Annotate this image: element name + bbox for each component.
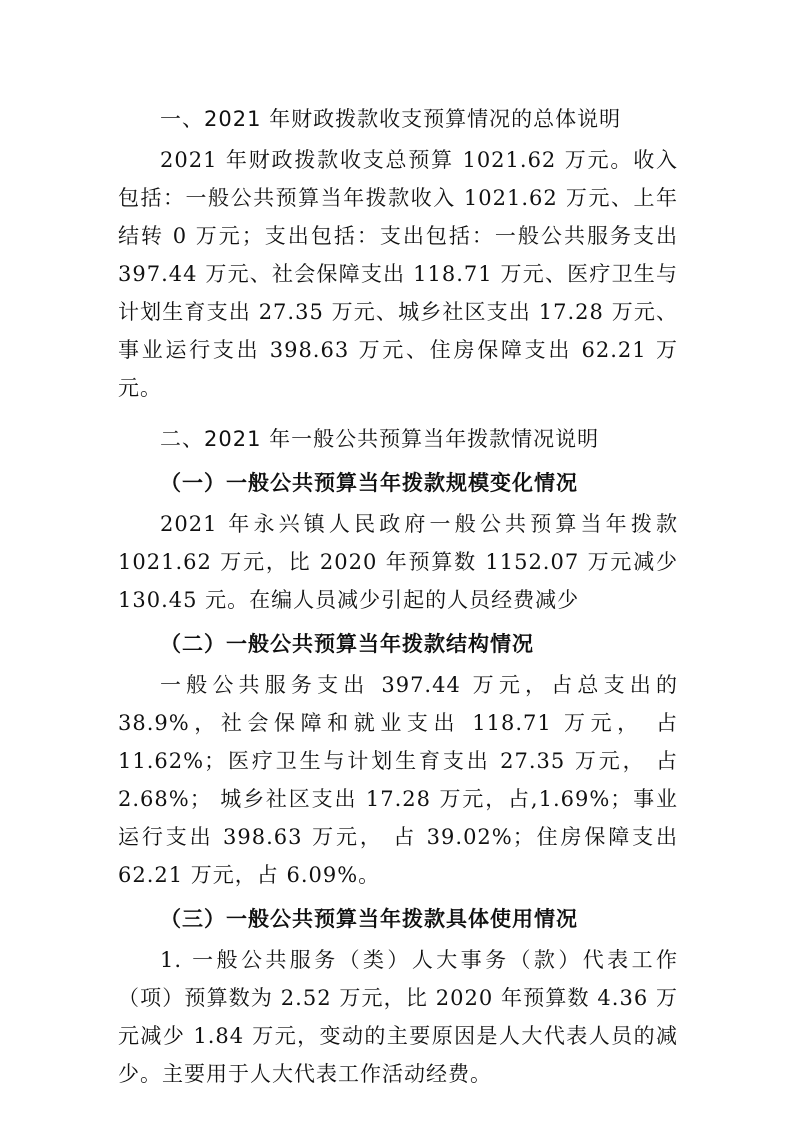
subsection-2-paragraph: 一般公共服务支出 397.44 万元，占总支出的 38.9%，社会保障和就业支出 118.71 万元， 占 11.62%；医疗卫生与计划生育支出 27.35 万元， 占 2.68%； 城乡社区支出 17.28 万元，占,1.69%；事业运行支出 398.63 万元， 占 39.02%；住房保障支出 62.21 万元，占 6.09%。 [118, 673, 678, 887]
subsection-2-heading: （二）一般公共预算当年拨款结构情况 [160, 632, 534, 656]
subsection-3-heading: （三）一般公共预算当年拨款具体使用情况 [160, 907, 578, 931]
section-1-heading: 一、2021 年财政拨款收支预算情况的总体说明 [160, 107, 622, 131]
subsection-3-paragraph: 1. 一般公共服务（类）人大事务（款）代表工作（项）预算数为 2.52 万元，比 2020 年预算数 4.36 万元减少 1.84 万元，变动的主要原因是人大代表人员的减少。主要用于人大代表工作活动经费。 [118, 948, 678, 1086]
subsection-1-heading: （一）一般公共预算当年拨款规模变化情况 [160, 471, 578, 495]
section-1-paragraph: 2021 年财政拨款收支总预算 1021.62 万元。收入包括：一般公共预算当年拨款收入 1021.62 万元、上年结转 0 万元；支出包括：支出包括：一般公共服务支出 397.44 万元、社会保障支出 118.71 万元、医疗卫生与计划生育支出 27.35 万元、城乡社区支出 17.28 万元、事业运行支出 398.63 万元、住房保障支出 62.21 万元。 [118, 148, 678, 400]
document-body [118, 100, 678, 1093]
subsection-1-paragraph: 2021 年永兴镇人民政府一般公共预算当年拨款 1021.62 万元，比 2020 年预算数 1152.07 万元减少 130.45 元。在编人员减少引起的人员经费减少 [118, 512, 678, 612]
section-2-heading: 二、2021 年一般公共预算当年拨款情况说明 [160, 427, 600, 451]
